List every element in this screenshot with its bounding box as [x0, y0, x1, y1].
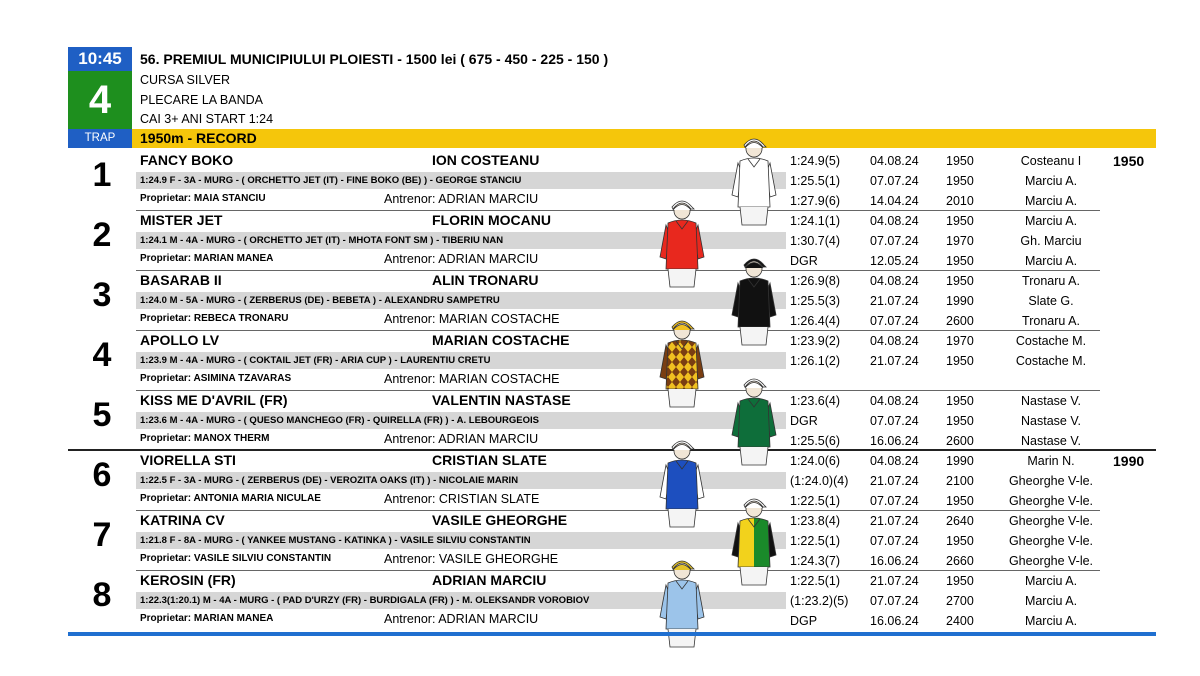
- perf-distance: 1950: [946, 494, 974, 508]
- driver-name: ADRIAN MARCIU: [432, 572, 547, 588]
- horse-trainer: Antrenor: ADRIAN MARCIU: [384, 192, 539, 206]
- driver-name: FLORIN MOCANU: [432, 212, 551, 228]
- perf-date: 07.07.24: [870, 594, 919, 608]
- performance-row: [790, 451, 1110, 471]
- perf-driver: Gheorghe V-le.: [1008, 534, 1094, 548]
- perf-driver: Tronaru A.: [1022, 314, 1080, 328]
- race-title: 56. PREMIUL MUNICIPIULUI PLOIESTI - 1500 lei ( 675 - 450 - 225 - 150 ): [140, 51, 609, 67]
- perf-date: 21.07.24: [870, 514, 919, 528]
- perf-distance: 1950: [946, 214, 974, 228]
- distance-handicap: 1950: [1113, 153, 1145, 169]
- perf-date: 04.08.24: [870, 214, 919, 228]
- performance-row: [790, 311, 1110, 331]
- performance-row: [790, 271, 1110, 291]
- horse-trainer: Antrenor: ADRIAN MARCIU: [384, 252, 539, 266]
- driver-name: ION COSTEANU: [432, 152, 540, 168]
- perf-distance: 1950: [946, 154, 974, 168]
- perf-distance: 1950: [946, 394, 974, 408]
- perf-time: (1:24.0)(4): [790, 474, 849, 488]
- driver-name: MARIAN COSTACHE: [432, 332, 570, 348]
- horse-name: FANCY BOKO: [140, 152, 234, 168]
- performance-row: [790, 151, 1110, 171]
- perf-time: 1:22.5(1): [790, 574, 841, 588]
- perf-date: 07.07.24: [870, 234, 919, 248]
- entry-number: 5: [92, 396, 112, 434]
- perf-distance: 1950: [946, 574, 974, 588]
- perf-time: 1:23.8(4): [790, 514, 841, 528]
- performance-row: [790, 551, 1110, 571]
- trap-label: TRAP: [68, 129, 132, 148]
- horse-name: BASARAB II: [140, 272, 222, 288]
- horse-pedigree: 1:22.3(1:20.1) M - 4A - MURG - ( PAD D'URZY (FR) - BURDIGALA (FR) ) - M. OLEKSANDR VOROBIOV: [136, 592, 786, 609]
- performance-row: [790, 531, 1110, 551]
- perf-driver: Costache M.: [1015, 334, 1087, 348]
- table-row: [0, 331, 1200, 391]
- perf-driver: Marin N.: [1027, 454, 1075, 468]
- perf-date: 21.07.24: [870, 574, 919, 588]
- perf-distance: 1950: [946, 414, 974, 428]
- perf-distance: 2010: [946, 194, 974, 208]
- driver-name: VASILE GHEORGHE: [432, 512, 568, 528]
- perf-date: 14.04.24: [870, 194, 919, 208]
- perf-distance: 2640: [946, 514, 974, 528]
- perf-time: 1:23.6(4): [790, 394, 841, 408]
- performance-row: [790, 411, 1110, 431]
- table-row: [0, 151, 1200, 211]
- bottom-divider: [68, 632, 1156, 636]
- table-row: [0, 211, 1200, 271]
- horse-owner: Proprietar: MARIAN MANEA: [140, 613, 274, 624]
- perf-date: 07.07.24: [870, 534, 919, 548]
- horse-name: KATRINA CV: [140, 512, 225, 528]
- horse-pedigree: 1:24.1 M - 4A - MURG - ( ORCHETTO JET (IT) - MHOTA FONT SM ) - TIBERIU NAN: [136, 232, 786, 249]
- race-number: 4: [68, 71, 132, 129]
- race-distance: 1950m - RECORD: [140, 130, 257, 146]
- performance-row: [790, 591, 1110, 611]
- horse-pedigree: 1:23.6 M - 4A - MURG - ( QUESO MANCHEGO (FR) - QUIRELLA (FR) ) - A. LEBOURGEOIS: [136, 412, 786, 429]
- perf-distance: 2400: [946, 614, 974, 628]
- horse-pedigree: 1:21.8 F - 8A - MURG - ( YANKEE MUSTANG - KATINKA ) - VASILE SILVIU CONSTANTIN: [136, 532, 786, 549]
- horse-name: MISTER JET: [140, 212, 223, 228]
- perf-distance: 1970: [946, 234, 974, 248]
- perf-time: 1:24.3(7): [790, 554, 841, 568]
- entry-number: 2: [92, 216, 112, 254]
- perf-distance: 2100: [946, 474, 974, 488]
- perf-time: DGR: [790, 414, 818, 428]
- performance-row: [790, 291, 1110, 311]
- horse-pedigree: 1:24.0 M - 5A - MURG - ( ZERBERUS (DE) - BEBETA ) - ALEXANDRU SAMPETRU: [136, 292, 786, 309]
- race-start-type: PLECARE LA BANDA: [140, 93, 263, 107]
- perf-time: 1:23.9(2): [790, 334, 841, 348]
- perf-driver: Marciu A.: [1024, 254, 1078, 268]
- entry-number: 7: [92, 516, 112, 554]
- performance-row: [790, 391, 1110, 411]
- horse-trainer: Antrenor: VASILE GHEORGHE: [384, 552, 559, 566]
- perf-date: 21.07.24: [870, 354, 919, 368]
- performance-row: [790, 211, 1110, 231]
- perf-driver: Gheorghe V-le.: [1008, 554, 1094, 568]
- perf-distance: 1970: [946, 334, 974, 348]
- perf-date: 04.08.24: [870, 274, 919, 288]
- perf-distance: 1950: [946, 354, 974, 368]
- horse-owner: Proprietar: MANOX THERM: [140, 433, 270, 444]
- perf-time: 1:25.5(6): [790, 434, 841, 448]
- performance-row: [790, 571, 1110, 591]
- performance-row: [790, 351, 1110, 371]
- horse-owner: Proprietar: REBECA TRONARU: [140, 313, 289, 324]
- perf-distance: 2700: [946, 594, 974, 608]
- horse-pedigree: 1:22.5 F - 3A - MURG - ( ZERBERUS (DE) - VEROZITA OAKS (IT) ) - NICOLAIE MARIN: [136, 472, 786, 489]
- horse-owner: Proprietar: MAIA STANCIU: [140, 193, 266, 204]
- perf-driver: Marciu A.: [1024, 174, 1078, 188]
- perf-date: 07.07.24: [870, 174, 919, 188]
- performance-row: [790, 611, 1110, 631]
- perf-driver: Slate G.: [1028, 294, 1074, 308]
- perf-date: 04.08.24: [870, 154, 919, 168]
- perf-time: 1:24.0(6): [790, 454, 841, 468]
- performance-row: [790, 191, 1110, 211]
- horse-trainer: Antrenor: ADRIAN MARCIU: [384, 612, 539, 626]
- entry-number: 6: [92, 456, 112, 494]
- performance-row: [790, 251, 1110, 271]
- horse-pedigree: 1:23.9 M - 4A - MURG - ( COKTAIL JET (FR) - ARIA CUP ) - LAURENTIU CRETU: [136, 352, 786, 369]
- perf-time: 1:22.5(1): [790, 534, 841, 548]
- horse-pedigree: 1:24.9 F - 3A - MURG - ( ORCHETTO JET (IT) - FINE BOKO (BE) ) - GEORGE STANCIU: [136, 172, 786, 189]
- table-row: [0, 271, 1200, 331]
- perf-date: 16.06.24: [870, 614, 919, 628]
- horse-trainer: Antrenor: ADRIAN MARCIU: [384, 432, 539, 446]
- driver-name: VALENTIN NASTASE: [432, 392, 571, 408]
- table-row: [0, 511, 1200, 571]
- perf-driver: Gh. Marciu: [1020, 234, 1082, 248]
- horse-name: APOLLO LV: [140, 332, 220, 348]
- perf-distance: 1950: [946, 254, 974, 268]
- driver-name: CRISTIAN SLATE: [432, 452, 547, 468]
- horse-trainer: Antrenor: MARIAN COSTACHE: [384, 312, 560, 326]
- perf-driver: Costache M.: [1015, 354, 1087, 368]
- perf-driver: Gheorghe V-le.: [1008, 474, 1094, 488]
- perf-date: 04.08.24: [870, 394, 919, 408]
- horse-name: KISS ME D'AVRIL (FR): [140, 392, 288, 408]
- perf-distance: 2600: [946, 434, 974, 448]
- performance-row: [790, 491, 1110, 511]
- perf-date: 21.07.24: [870, 474, 919, 488]
- perf-driver: Nastase V.: [1021, 414, 1081, 428]
- horse-trainer: Antrenor: MARIAN COSTACHE: [384, 372, 560, 386]
- race-category: CURSA SILVER: [140, 73, 231, 87]
- horse-owner: Proprietar: ASIMINA TZAVARAS: [140, 373, 292, 384]
- horse-name: KEROSIN (FR): [140, 572, 236, 588]
- table-row: [0, 391, 1200, 451]
- table-row: [0, 571, 1200, 631]
- perf-driver: Tronaru A.: [1022, 274, 1080, 288]
- distance-handicap: 1990: [1113, 453, 1145, 469]
- perf-driver: Marciu A.: [1024, 594, 1078, 608]
- perf-time: 1:22.5(1): [790, 494, 841, 508]
- perf-distance: 2600: [946, 314, 974, 328]
- horse-owner: Proprietar: MARIAN MANEA: [140, 253, 274, 264]
- entry-number: 8: [92, 576, 112, 614]
- performance-row: [790, 431, 1110, 451]
- horse-trainer: Antrenor: CRISTIAN SLATE: [384, 492, 540, 506]
- perf-date: 07.07.24: [870, 314, 919, 328]
- perf-driver: Gheorghe V-le.: [1008, 514, 1094, 528]
- perf-driver: Nastase V.: [1021, 434, 1081, 448]
- perf-driver: Marciu A.: [1024, 214, 1078, 228]
- performance-row: [790, 511, 1110, 531]
- perf-time: 1:30.7(4): [790, 234, 841, 248]
- perf-time: 1:27.9(6): [790, 194, 841, 208]
- table-row: [0, 451, 1200, 511]
- perf-date: 07.07.24: [870, 414, 919, 428]
- perf-time: 1:26.9(8): [790, 274, 841, 288]
- performance-row: [790, 231, 1110, 251]
- perf-date: 12.05.24: [870, 254, 919, 268]
- perf-date: 07.07.24: [870, 494, 919, 508]
- race-time: 10:45: [68, 47, 132, 71]
- driver-name: ALIN TRONARU: [432, 272, 539, 288]
- horse-name: VIORELLA STI: [140, 452, 236, 468]
- perf-distance: 1990: [946, 454, 974, 468]
- race-conditions: CAI 3+ ANI START 1:24: [140, 112, 274, 126]
- perf-time: 1:26.4(4): [790, 314, 841, 328]
- perf-distance: 2660: [946, 554, 974, 568]
- perf-driver: Gheorghe V-le.: [1008, 494, 1094, 508]
- horse-owner: Proprietar: ANTONIA MARIA NICULAE: [140, 493, 321, 504]
- perf-time: DGP: [790, 614, 818, 628]
- perf-date: 21.07.24: [870, 294, 919, 308]
- entry-number: 4: [92, 336, 112, 374]
- perf-driver: Marciu A.: [1024, 614, 1078, 628]
- perf-driver: Marciu A.: [1024, 194, 1078, 208]
- perf-time: (1:23.2)(5): [790, 594, 849, 608]
- perf-distance: 1950: [946, 534, 974, 548]
- perf-date: 04.08.24: [870, 334, 919, 348]
- perf-distance: 1950: [946, 174, 974, 188]
- entry-number: 3: [92, 276, 112, 314]
- perf-date: 04.08.24: [870, 454, 919, 468]
- perf-time: 1:25.5(1): [790, 174, 841, 188]
- perf-driver: Costeanu I: [1020, 154, 1082, 168]
- perf-distance: 1990: [946, 294, 974, 308]
- perf-distance: 1950: [946, 274, 974, 288]
- perf-date: 16.06.24: [870, 554, 919, 568]
- perf-time: DGR: [790, 254, 818, 268]
- perf-time: 1:24.1(1): [790, 214, 841, 228]
- entry-number: 1: [92, 156, 112, 194]
- performance-row: [790, 471, 1110, 491]
- perf-date: 16.06.24: [870, 434, 919, 448]
- perf-time: 1:26.1(2): [790, 354, 841, 368]
- perf-time: 1:24.9(5): [790, 154, 841, 168]
- perf-driver: Nastase V.: [1021, 394, 1081, 408]
- perf-driver: Marciu A.: [1024, 574, 1078, 588]
- horse-owner: Proprietar: VASILE SILVIU CONSTANTIN: [140, 553, 332, 564]
- performance-row: [790, 331, 1110, 351]
- performance-row: [790, 171, 1110, 191]
- perf-time: 1:25.5(3): [790, 294, 841, 308]
